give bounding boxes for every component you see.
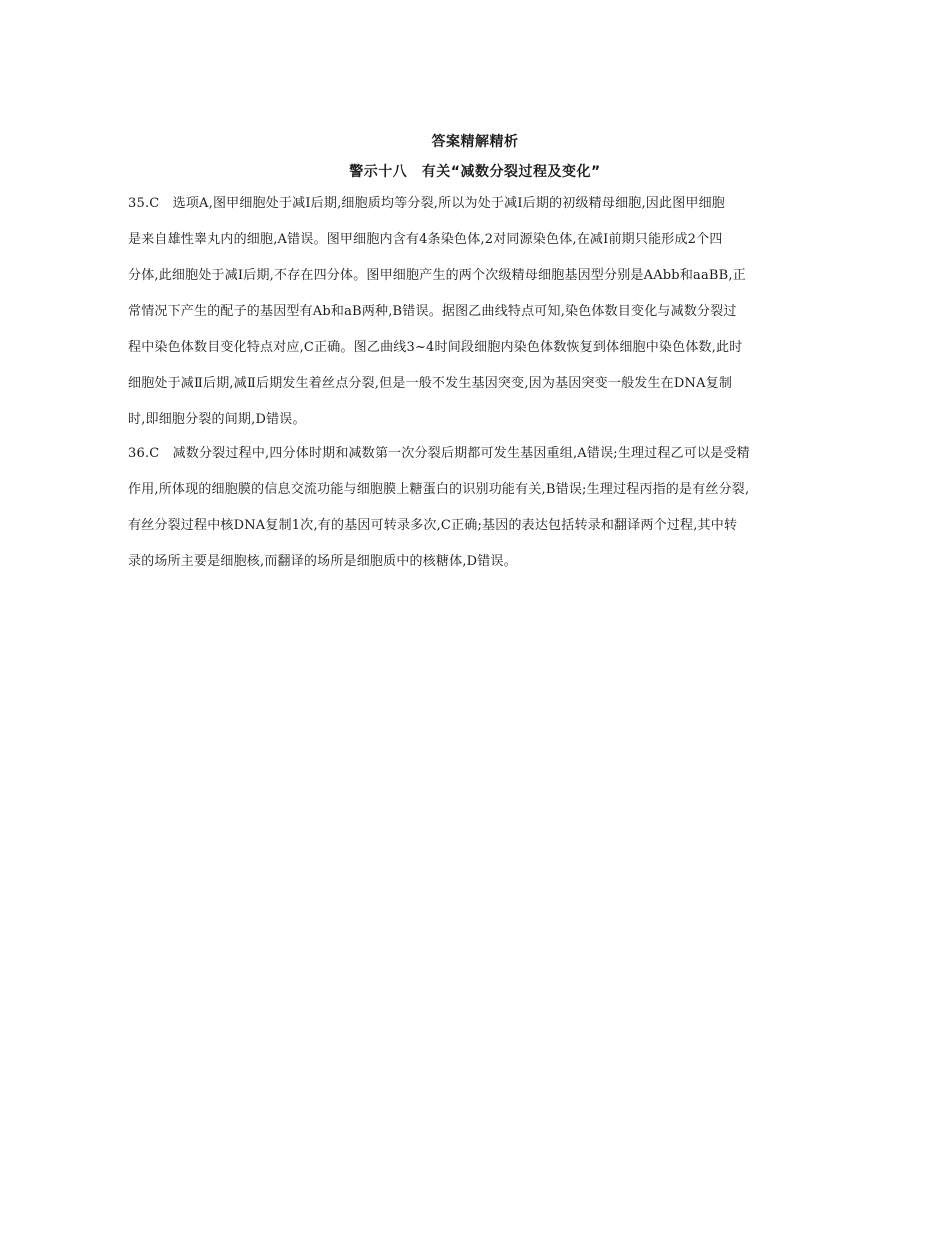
answer-line: 是来自雄性睾丸内的细胞,A错误。图甲细胞内含有4条染色体,2对同源染色体,在减Ⅰ前期只能形成2个四 <box>128 232 723 247</box>
answer-line: 分体,此细胞处于减Ⅰ后期,不存在四分体。图甲细胞产生的两个次级精母细胞基因型分别是AAbb和aaBB,正 <box>128 268 746 283</box>
answer-line: 作用,所体现的细胞膜的信息交流功能与细胞膜上糖蛋白的识别功能有关,B错误;生理过程丙指的是有丝分裂, <box>128 482 750 497</box>
answer-line: 细胞处于减Ⅱ后期,减Ⅱ后期发生着丝点分裂,但是一般不发生基因突变,因为基因突变一般发生在DNA复制 <box>128 376 733 391</box>
answer-line: 36.C 减数分裂过程中,四分体时期和减数第一次分裂后期都可发生基因重组,A错误;生理过程乙可以是受精 <box>128 446 750 461</box>
answer-line: 常情况下产生的配子的基因型有Ab和aB两种,B错误。据图乙曲线特点可知,染色体数目变化与减数分裂过 <box>128 304 737 319</box>
answer-line: 35.C 选项A,图甲细胞处于减Ⅰ后期,细胞质均等分裂,所以为处于减Ⅰ后期的初级精母细胞,因此图甲细胞 <box>128 196 726 211</box>
page-title: 答案精解精析 <box>431 134 519 150</box>
section-title: 警示十八 有关“减数分裂过程及变化” <box>349 164 601 180</box>
answer-line: 有丝分裂过程中核DNA复制1次,有的基因可转录多次,C正确;基因的表达包括转录和翻译两个过程,其中转 <box>128 518 738 533</box>
answer-line: 时,即细胞分裂的间期,D错误。 <box>128 412 306 427</box>
answer-line: 录的场所主要是细胞核,而翻译的场所是细胞质中的核糖体,D错误。 <box>128 554 517 569</box>
answer-line: 程中染色体数目变化特点对应,C正确。图乙曲线3~4时间段细胞内染色体数恢复到体细胞中染色体数,此时 <box>128 340 743 355</box>
